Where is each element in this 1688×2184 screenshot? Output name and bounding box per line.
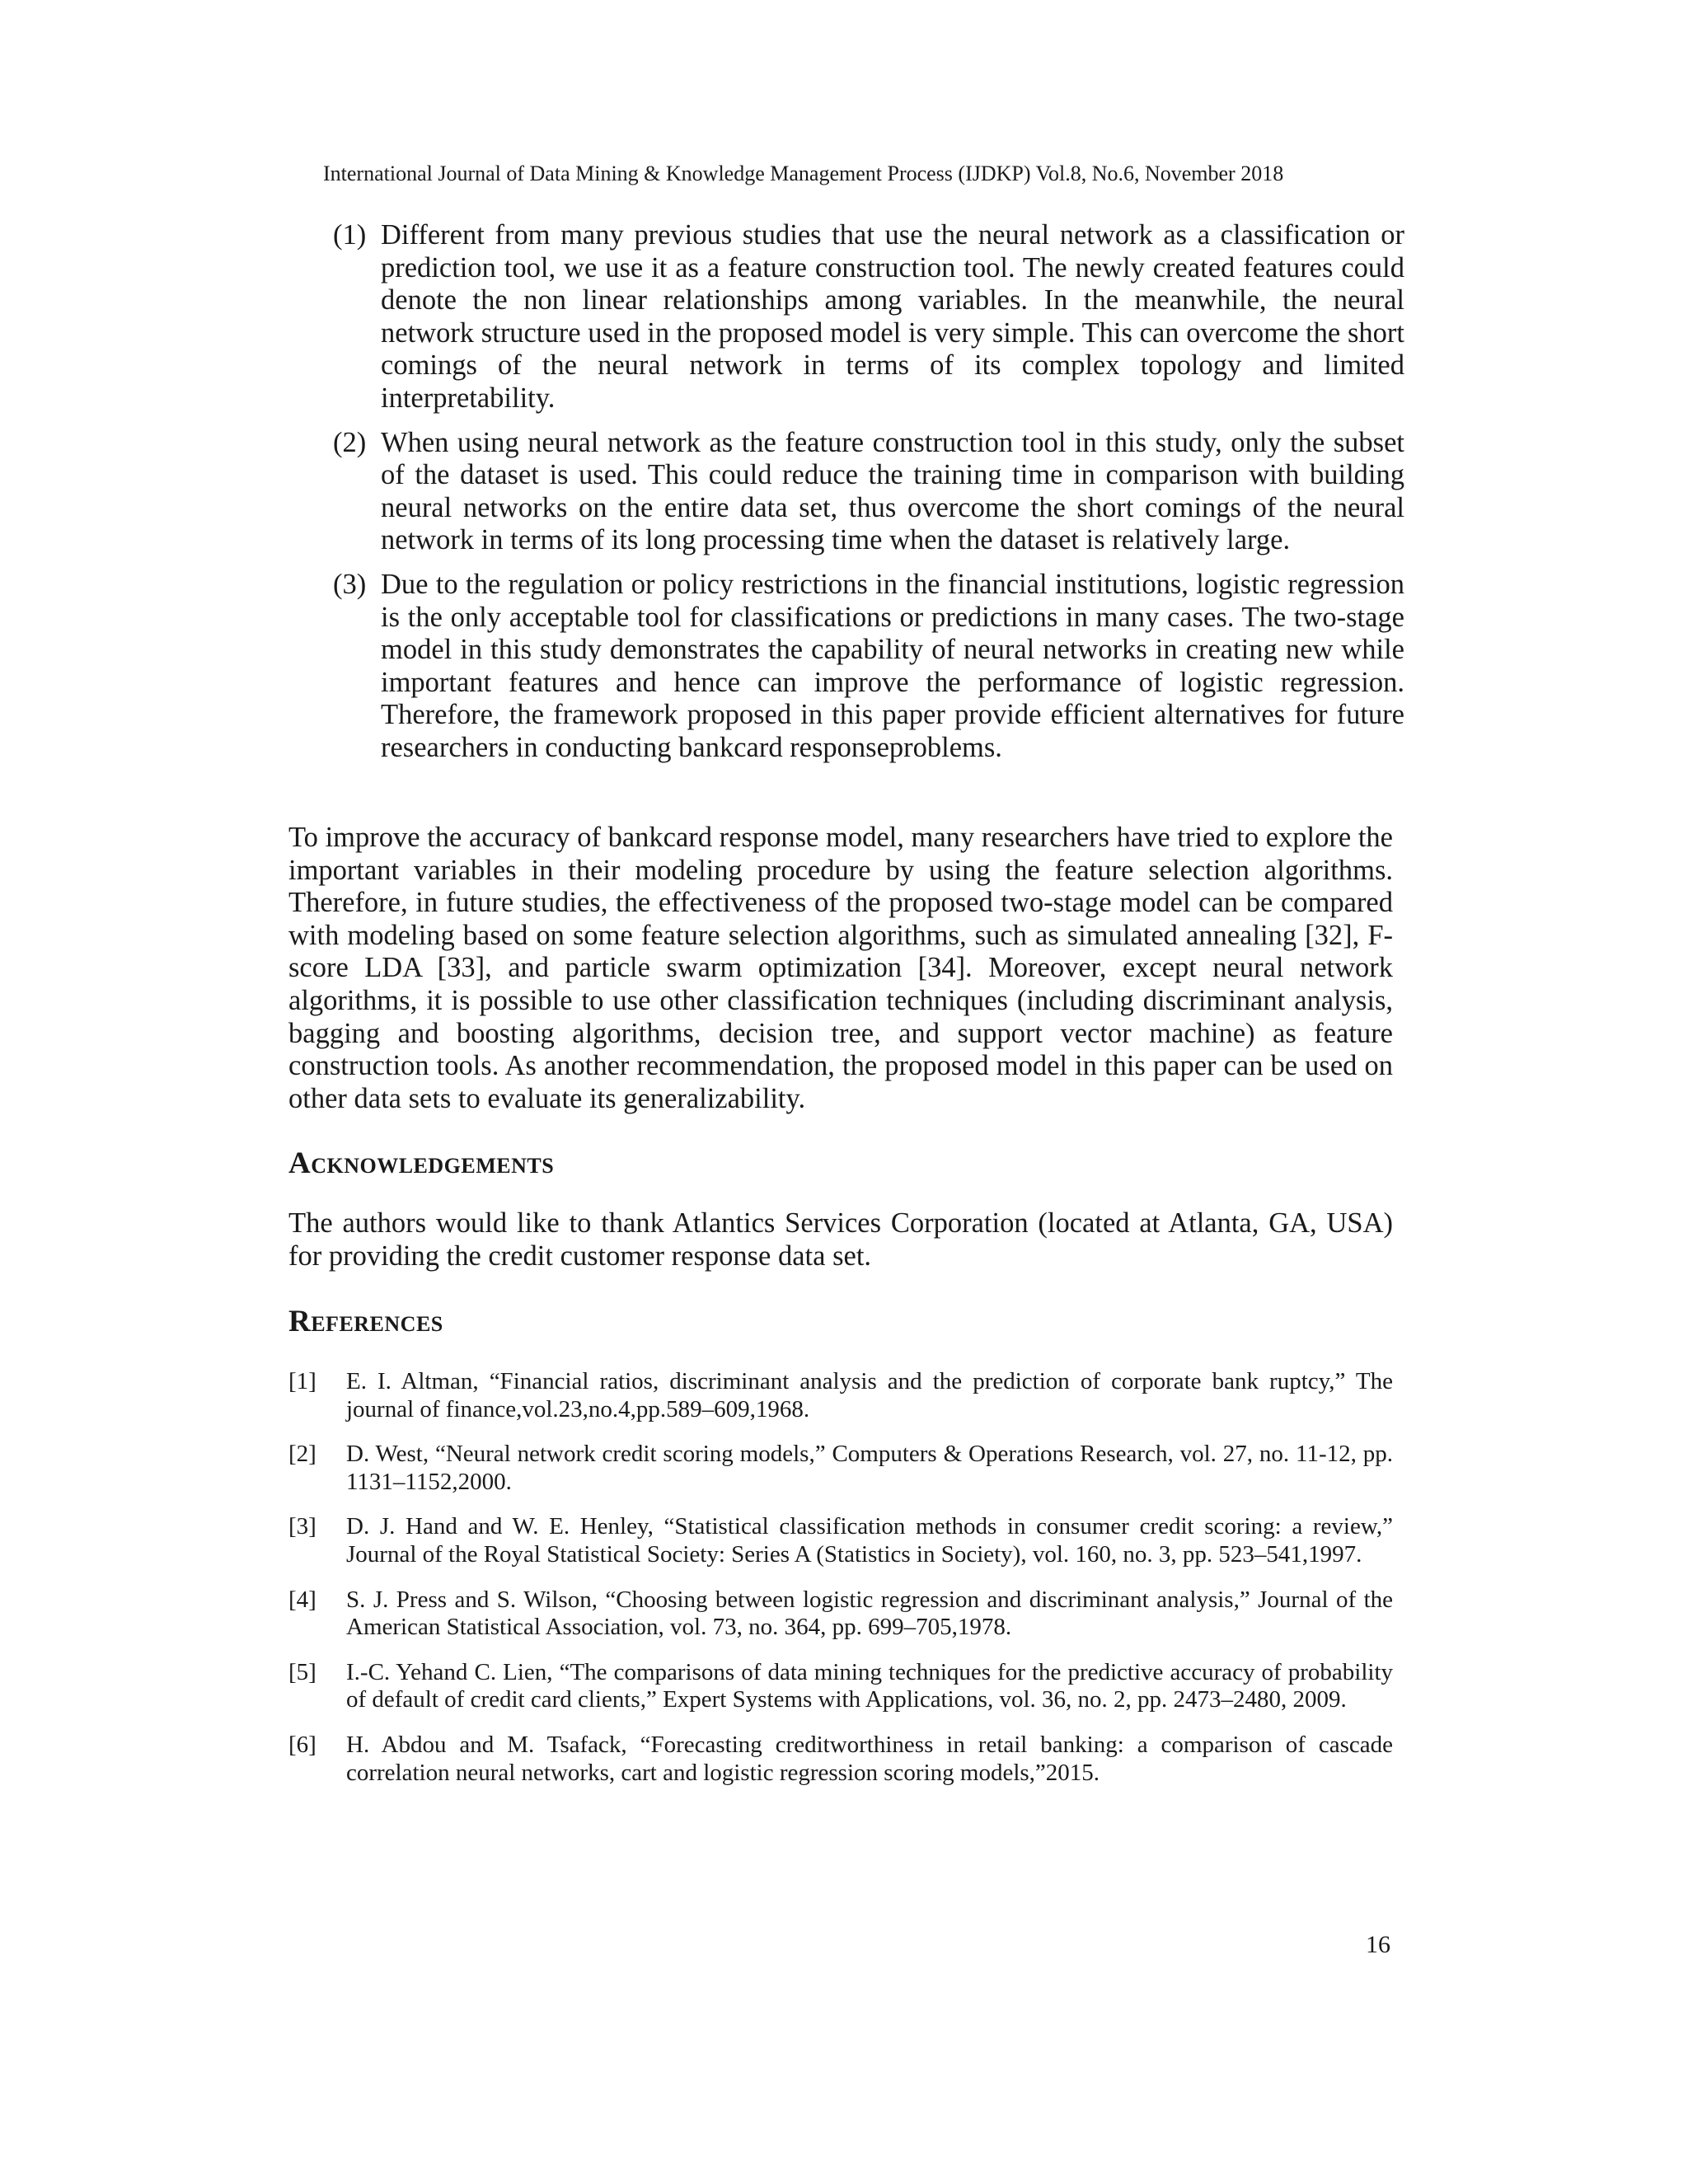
contribution-item-3 (333, 569, 1404, 765)
reference-item-5 (288, 1659, 1393, 1714)
reference-number: [4] (288, 1586, 316, 1613)
reference-item-2 (288, 1441, 1393, 1496)
reference-item-3 (288, 1513, 1393, 1568)
contribution-item-1 (333, 219, 1404, 415)
contribution-number: (2) (333, 426, 367, 458)
reference-item-4 (288, 1586, 1393, 1642)
reference-text: H. Abdou and M. Tsafack, “Forecasting creditworthiness in retail banking: a comparison of cascade correlation neural networks, cart and logistic regression scoring models,”2015. (346, 1731, 1393, 1786)
reference-text: D. J. Hand and W. E. Henley, “Statistical classification methods in consumer credit scoring: a review,” Journal of the Royal Statistical Society: Series A (Statistics in Society), vol. 160, no. 3, pp. 523–541,1997. (346, 1513, 1393, 1568)
contribution-text: When using neural network as the feature construction tool in this study, only the subset of the dataset is used. This could reduce the training time in comparison with building neural networks on the entire data set, thus overcome the short comings of the neural network in terms of its long processing time when the dataset is relatively large. (381, 426, 1404, 556)
reference-text: D. West, “Neural network credit scoring models,” Computers & Operations Research, vol. 27, no. 11-12, pp. 1131–1152,2000. (346, 1441, 1393, 1495)
reference-text: E. I. Altman, “Financial ratios, discriminant analysis and the prediction of corporate bank ruptcy,” The journal of finance,vol.23,no.4,pp.589–609,1968. (346, 1368, 1393, 1422)
running-header: International Journal of Data Mining & Knowledge Management Process (IJDKP) Vol.8, No.6, November 2018 (323, 162, 1284, 185)
references-heading: References (288, 1305, 443, 1338)
reference-number: [2] (288, 1441, 316, 1468)
acknowledgements-heading: Acknowledgements (288, 1146, 555, 1180)
reference-item-6 (288, 1732, 1393, 1787)
reference-text: I.-C. Yehand C. Lien, “The comparisons of data mining techniques for the predictive accuracy of probability of default of credit card clients,” Expert Systems with Applications, vol. 36, no. 2, pp. 2473–2480, 2009. (346, 1658, 1393, 1713)
contribution-number: (3) (333, 568, 367, 600)
contribution-number: (1) (333, 219, 367, 251)
reference-text: S. J. Press and S. Wilson, “Choosing between logistic regression and discriminant analysis,” Journal of the American Statistical Association, vol. 73, no. 364, pp. 699–705,1978. (346, 1586, 1393, 1641)
reference-number: [3] (288, 1513, 316, 1540)
acknowledgements-text: The authors would like to thank Atlantics Services Corporation (located at Atlanta, GA, USA) for providing the credit customer response data set. (288, 1207, 1393, 1272)
reference-number: [1] (288, 1368, 316, 1394)
contribution-text: Due to the regulation or policy restrictions in the financial institutions, logistic regression is the only acceptable tool for classifications or predictions in many cases. The two-stage model in this study demonstrates the capability of neural networks in creating new while important features and hence can improve the performance of logistic regression. Therefore, the framework proposed in this paper provide efficient alternatives for future researchers in conducting bankcard responseproblems. (381, 568, 1404, 763)
contribution-text: Different from many previous studies that use the neural network as a classification or prediction tool, we use it as a feature construction tool. The newly created features could denote the non linear relationships among variables. In the meanwhile, the neural network structure used in the proposed model is very simple. This can overcome the short comings of the neural network in terms of its complex topology and limited interpretability. (381, 219, 1404, 414)
reference-number: [5] (288, 1658, 316, 1685)
contribution-item-2 (333, 427, 1404, 557)
contribution-list (333, 219, 1404, 776)
reference-item-1 (288, 1368, 1393, 1423)
reference-number: [6] (288, 1731, 316, 1758)
page-number: 16 (1366, 1931, 1390, 1958)
future-work-paragraph: To improve the accuracy of bankcard response model, many researchers have tried to explore the important variables in their modeling procedure by using the feature selection algorithms. Therefore, in future studies, the effectiveness of the proposed two-stage model can be compared with modeling based on some feature selection algorithms, such as simulated annealing [32], F-score LDA [33], and particle swarm optimization [34]. Moreover, except neural network algorithms, it is possible to use other classification techniques (including discriminant analysis, bagging and boosting algorithms, decision tree, and support vector machine) as feature construction tools. As another recommendation, the proposed model in this paper can be used on other data sets to evaluate its generalizability. (288, 822, 1393, 1114)
reference-list (288, 1368, 1393, 1804)
